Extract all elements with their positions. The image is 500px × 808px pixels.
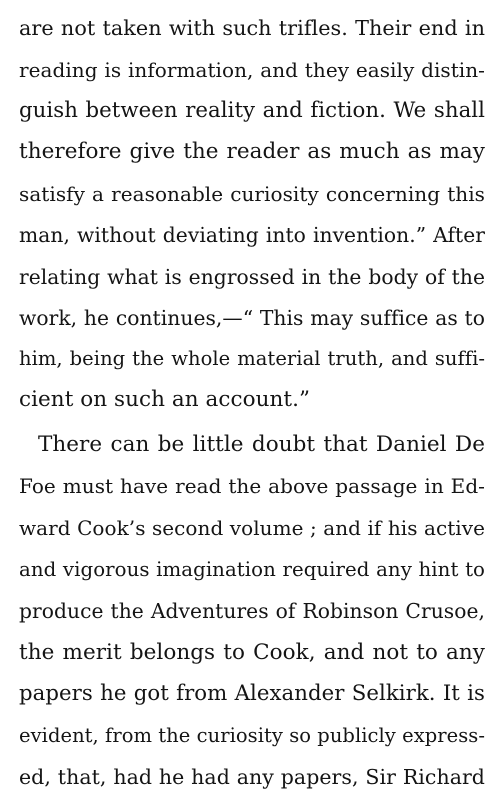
text-line: and vigorous imagination required any hint to (19, 558, 485, 581)
text-line: reading is information, and they easily distin- (19, 58, 485, 82)
text-line: produce the Adventures of Robinson Crusoe, (19, 599, 485, 623)
text-line: guish between reality and fiction. We shall (19, 98, 485, 123)
text-line: relating what is engrossed in the body of the (19, 265, 485, 289)
text-line: evident, from the curiosity so publicly express- (19, 724, 485, 747)
text-line: ed, that, had he had any papers, Sir Richard (19, 765, 485, 789)
text-line: papers he got from Alexander Selkirk. It is (19, 681, 485, 706)
text-line: satisfy a reasonable curiosity concerning this (19, 182, 485, 206)
text-line: are not taken with such trifles. Their end in (19, 16, 485, 40)
text-line: him, being the whole material truth, and suffi- (19, 347, 485, 370)
text-line: ward Cook’s second volume ; and if his active (19, 516, 485, 540)
text-line: man, without deviating into invention.” After (19, 223, 485, 247)
text-line: cient on such an account.” (19, 387, 310, 412)
text-line: therefore give the reader as much as may (19, 139, 485, 164)
text-line: the merit belongs to Cook, and not to any (19, 640, 485, 665)
text-line: There can be little doubt that Daniel De (38, 432, 485, 457)
text-line: work, he continues,—“ This may suffice as to (19, 306, 485, 330)
text-line: Foe must have read the above passage in Ed- (19, 474, 485, 498)
